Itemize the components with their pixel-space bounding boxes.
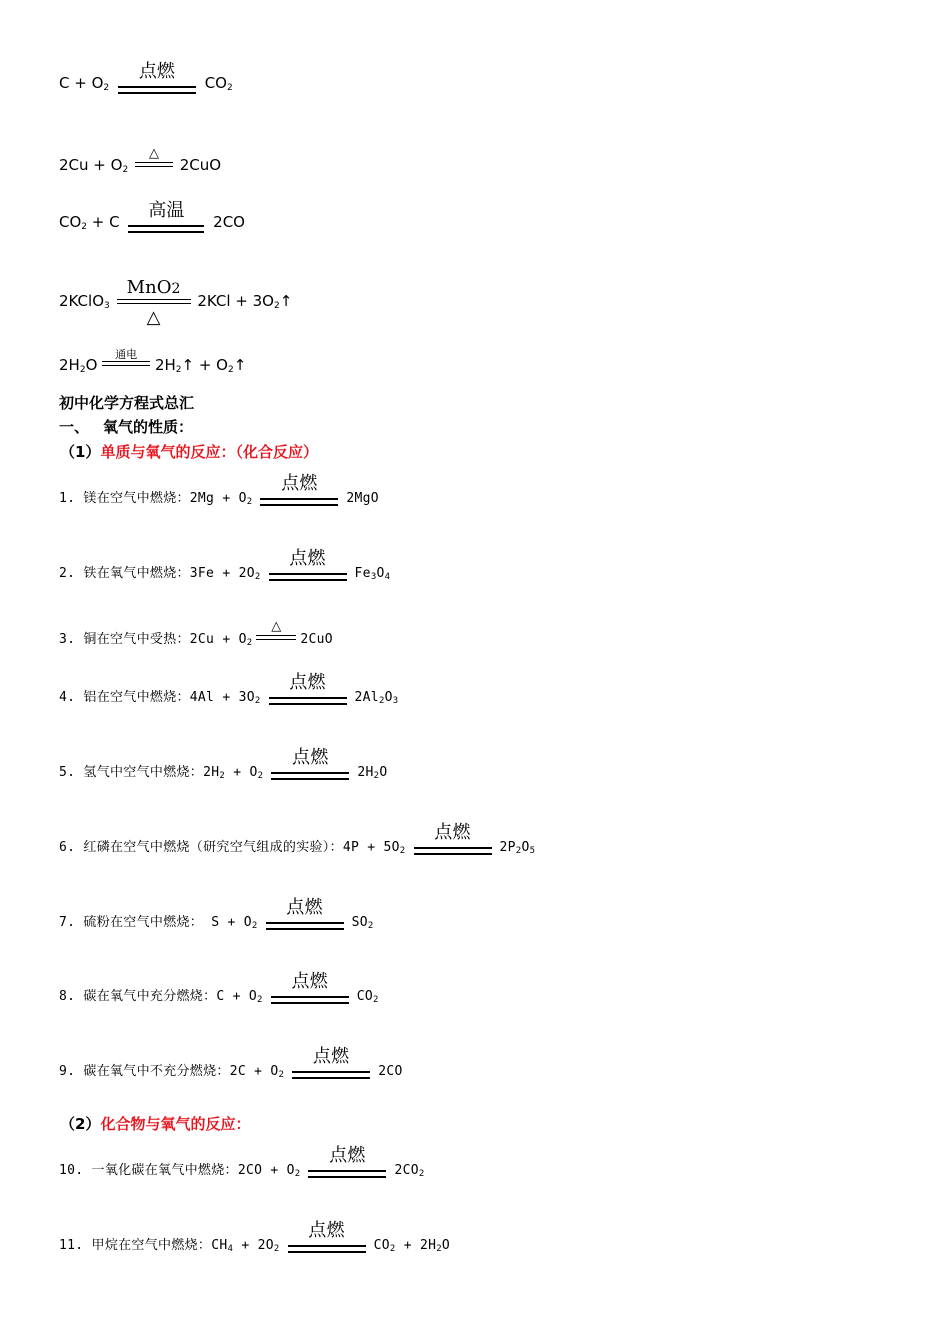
subsection-heading-1: （1）单质与氧气的反应：（化合反应） [60, 443, 318, 461]
item-description: 碳在氧气中充分燃烧：C + O [83, 989, 258, 1004]
equation-item: 9. 碳在氧气中不充分燃烧：$2C + O_2$ 点燃 2CO [59, 1046, 403, 1080]
reaction-condition: 点燃 [260, 482, 338, 502]
item-description: 硫粉在空气中燃烧： S + O [83, 915, 252, 930]
reaction-condition: MnO2 △ [117, 286, 191, 306]
reaction-condition: 点燃 [271, 756, 349, 776]
item-number: 7. [59, 915, 76, 930]
reaction-condition: △ [256, 623, 296, 643]
item-number: 11. [59, 1238, 84, 1253]
equation-copper-oxygen: $2Cu + O_2$ △ 2CuO [59, 146, 222, 175]
reaction-condition: 点燃 [118, 68, 196, 88]
equation-item: 8. 碳在氧气中充分燃烧：$C + O_2$ 点燃 $CO_2$ [59, 971, 379, 1005]
item-number: 8. [59, 989, 76, 1004]
document-title: 初中化学方程式总汇 [59, 394, 195, 412]
equation-item: 11. 甲烷在空气中燃烧：$CH_4 + 2O_2$ 点燃 $CO_2 + 2H_2O$ [59, 1220, 451, 1254]
equation-item: 4. 铝在空气中燃烧：$4Al + 3O_2$ 点燃 $2Al_2O_3$ [59, 672, 399, 706]
reaction-condition: 点燃 [288, 1229, 366, 1249]
item-number: 5. [59, 765, 76, 780]
reaction-condition: 点燃 [292, 1055, 370, 1075]
item-number: 2. [59, 566, 76, 581]
equation-water-electrolysis: $2H_2O$ 通电 $2H_2↑$ + $O_2↑$ [59, 348, 247, 375]
item-description: 镁在空气中燃烧：2Mg + O [83, 491, 247, 506]
item-number: 6. [59, 840, 76, 855]
reaction-condition: 点燃 [266, 906, 344, 926]
section-heading-oxygen-properties: 一、 氧气的性质： [59, 418, 194, 436]
item-number: 1. [59, 491, 76, 506]
reaction-condition: 点燃 [269, 681, 347, 701]
equation-item: 7. 硫粉在空气中燃烧： $S + O_2$ 点燃 $SO_2$ [59, 897, 374, 931]
item-description: 一氧化碳在氧气中燃烧：2CO + O [91, 1163, 295, 1178]
equation-item: 5. 氢气中空气中燃烧：$2H_2 + O_2$ 点燃 $2H_2O$ [59, 747, 388, 781]
item-number: 3. [59, 632, 76, 647]
subsection-heading-2: （2）化合物与氧气的反应： [60, 1115, 251, 1133]
equation-carbon-oxygen: $C + O_2$ 点燃 $CO_2$ [59, 61, 233, 93]
equation-item: 10. 一氧化碳在氧气中燃烧：$2CO + O_2$ 点燃 $2CO_2$ [59, 1145, 425, 1179]
item-description: 甲烷在空气中燃烧：CH [91, 1238, 228, 1253]
reaction-condition: 点燃 [414, 831, 492, 851]
equation-co2-carbon: $CO_2 + C$ 高温 2CO [59, 200, 245, 232]
item-description: 碳在氧气中不充分燃烧：2C + O [83, 1064, 279, 1079]
reaction-condition: 高温 [128, 207, 204, 227]
equation-item: 3. 铜在空气中受热：$2Cu + O_2$ △ 2CuO [59, 619, 333, 648]
equation-item: 1. 镁在空气中燃烧：$2Mg + O_2$ 点燃 2MgO [59, 473, 379, 507]
equation-potassium-chlorate: 2KClO$_3$ MnO2 △ $2KCl + 3O_2↑$ [59, 277, 293, 328]
item-number: 10. [59, 1163, 84, 1178]
reaction-condition: 点燃 [269, 557, 347, 577]
equation-item: 6. 红磷在空气中燃烧（研究空气组成的实验）：$4P + 5O_2$ 点燃 $2P_2O_5$ [59, 822, 536, 856]
item-description: 铁在氧气中燃烧：3Fe + 2O [83, 566, 255, 581]
item-description: 红磷在空气中燃烧（研究空气组成的实验）：4P + 5O [83, 840, 400, 855]
reaction-condition: △ [135, 150, 173, 170]
reaction-condition: 点燃 [271, 980, 349, 1000]
item-description: 氢气中空气中燃烧：2H [83, 765, 220, 780]
item-description: 铜在空气中受热：2Cu + O [83, 632, 247, 647]
reaction-condition: 通电 [102, 350, 150, 370]
reaction-condition: 点燃 [308, 1154, 386, 1174]
item-number: 4. [59, 690, 76, 705]
equation-item: 2. 铁在氧气中燃烧：$3Fe + 2O_2$ 点燃 $Fe_3O_4$ [59, 548, 391, 582]
item-number: 9. [59, 1064, 76, 1079]
item-description: 铝在空气中燃烧：4Al + 3O [83, 690, 255, 705]
